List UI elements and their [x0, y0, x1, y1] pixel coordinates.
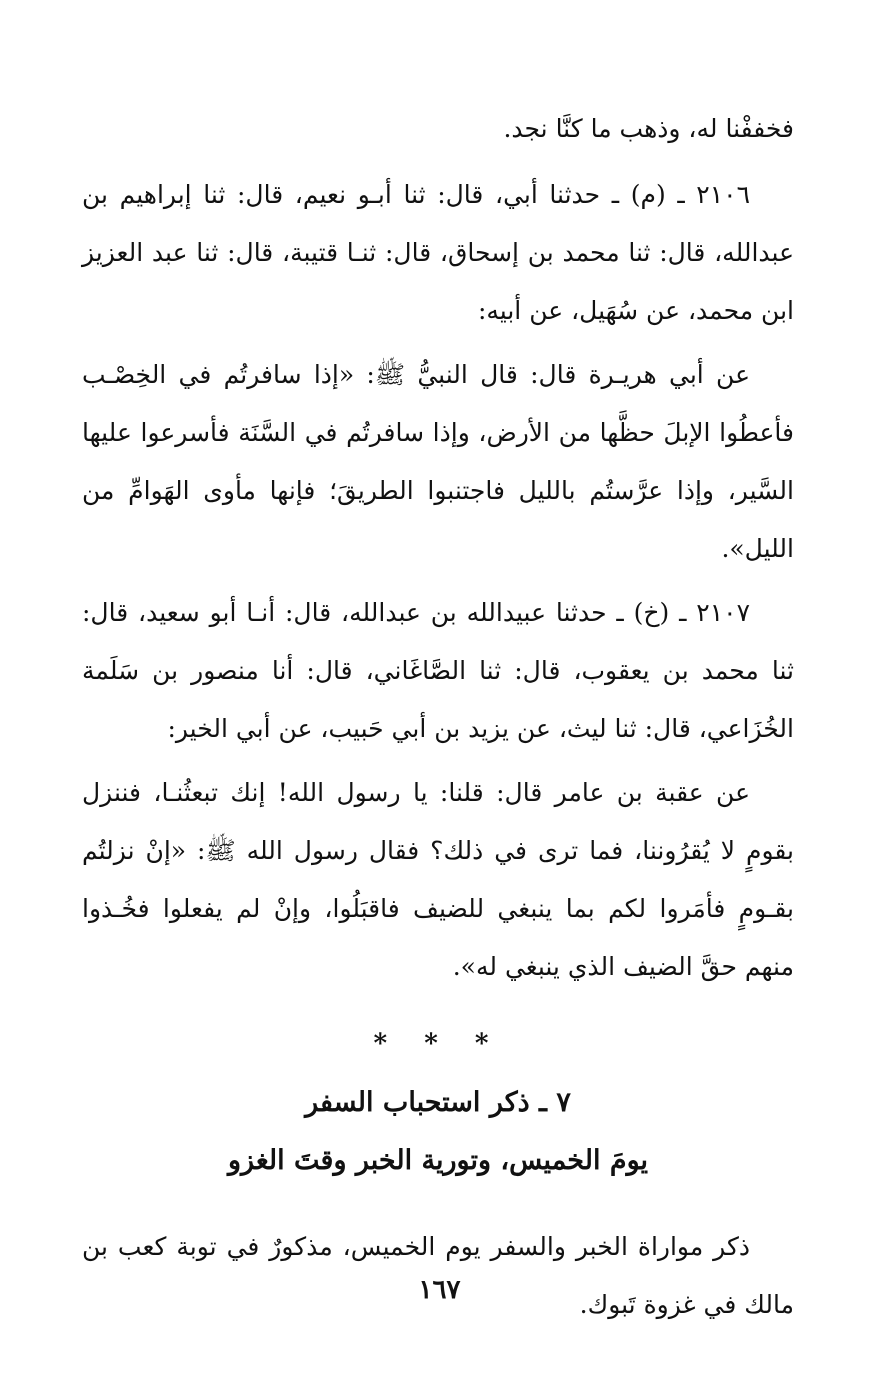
section-body: ذكر مواراة الخبر والسفر يوم الخميس، مذكورٌ في توبة كعب بن مالك في غزوة تَبوك. [82, 1232, 794, 1319]
intro-line: فخففْنا له، وذهب ما كنَّا نجد. [503, 114, 794, 143]
hadith-2107-chain: ٢١٠٧ ـ (خ) ـ حدثنا عبيدالله بن عبدالله، قال: أنـا أبو سعيد، قال: ثنا محمد بن يعقوب، قال: ثنا الصَّاغَاني، قال: أنا منصور بن سَلَمة الخُزَاعي، قال: ثنا ليث، عن يزيد بن أبي حَبيب، عن أبي الخير: [82, 598, 794, 743]
section-subtitle: يومَ الخميس، وتورية الخبر وقتَ الغزو [227, 1145, 649, 1176]
hadith-2107-text: عن عقبة بن عامر قال: قلنا: يا رسول الله! إنك تبعثُنـا، فننزل بقومٍ لا يُقرُوننا، فما ترى في ذلك؟ فقال رسول الله ﷺ: «إنْ نزلتُم بقـومٍ فأمَروا لكم بما ينبغي للضيف فاقبَلُوا، وإنْ لم يفعلوا فخُـذوا منهم حقَّ الضيف الذي ينبغي له». [82, 778, 794, 981]
section-title: ٧ ـ ذكر استحباب السفر [305, 1087, 571, 1118]
hadith-2106-chain: ٢١٠٦ ـ (م) ـ حدثنا أبي، قال: ثنا أبـو نعيم، قال: ثنا إبراهيم بن عبدالله، قال: ثنا محمد بن إسحاق، قال: ثنـا قتيبة، قال: ثنا عبد العزيز ابن محمد، عن سُهَيل، عن أبيه: [82, 180, 794, 325]
page-number: ١٦٧ [418, 1275, 461, 1305]
section-separator: * * * [373, 1029, 503, 1059]
hadith-2106-text: عن أبي هريـرة قال: قال النبيُّ ﷺ: «إذا سافرتُم في الخِصْـب فأعطُوا الإبلَ حظَّها من الأرض، وإذا سافرتُم في السَّنَة فأسرعوا عليها السَّير، وإذا عرَّستُم بالليل فاجتنبوا الطريقَ؛ فإنها مأوى الهَوامِّ من الليل». [82, 360, 795, 563]
book-page [82, 100, 794, 1334]
